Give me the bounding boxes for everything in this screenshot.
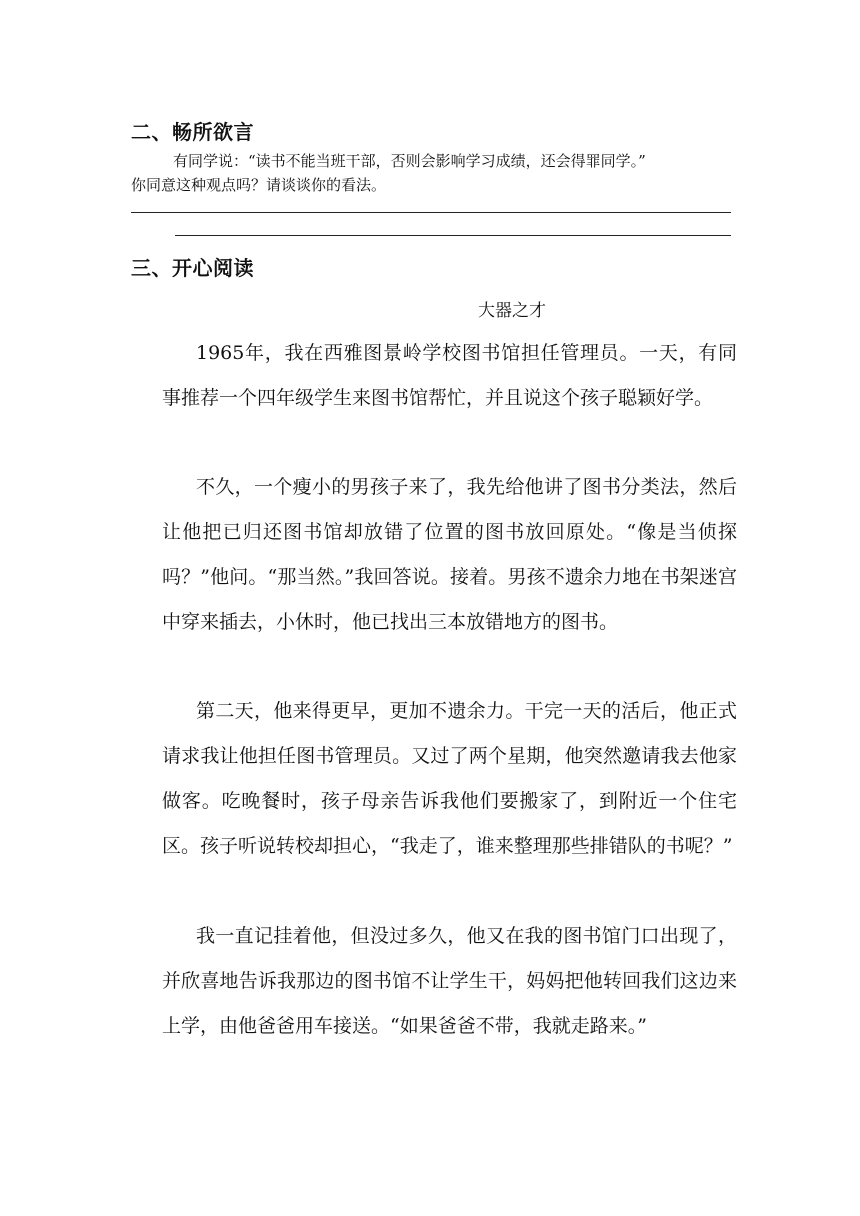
answer-line	[175, 235, 731, 236]
discussion-prompt	[131, 149, 731, 197]
story-paragraph: 我一直记挂着他，但没过多久，他又在我的图书馆门口出现了，并欣喜地告诉我那边的图书馆不让学生干，妈妈把他转回我们这边来上学，由他爸爸用车接送。“如果爸爸不带，我就走路来。”	[162, 925, 737, 1037]
answer-line	[131, 212, 731, 213]
story-paragraph: 1965年，我在西雅图景岭学校图书馆担任管理员。一天，有同事推荐一个四年级学生来图书馆帮忙，并且说这个孩子聪颖好学。	[162, 342, 737, 409]
story-paragraph: 第二天，他来得更早，更加不遗余力。干完一天的活后，他正式请求我让他担任图书管理员。又过了两个星期，他突然邀请我去他家做客。吃晚餐时，孩子母亲告诉我他们要搬家了，到附近一个住宅区。孩子听说转校却担心，“我走了，谁来整理那些排错队的书呢？”	[162, 700, 737, 857]
story-title: 大器之才	[478, 301, 546, 321]
prompt-line-question: 你同意这种观点吗？请谈谈你的看法。	[131, 176, 387, 194]
section-heading-happy-reading: 三、开心阅读	[131, 256, 254, 280]
prompt-line-quote: 有同学说：“读书不能当班干部，否则会影响学习成绩，还会得罪同学。”	[173, 152, 646, 170]
story-paragraph: 不久，一个瘦小的男孩子来了，我先给他讲了图书分类法，然后让他把已归还图书馆却放错了位置的图书放回原处。“像是当侦探吗？”他问。“那当然。”我回答说。接着。男孩不遗余力地在书架迷宫中穿来插去，小休时，他已找出三本放错地方的图书。	[162, 476, 737, 633]
section-heading-speak-freely: 二、畅所欲言	[131, 120, 254, 144]
